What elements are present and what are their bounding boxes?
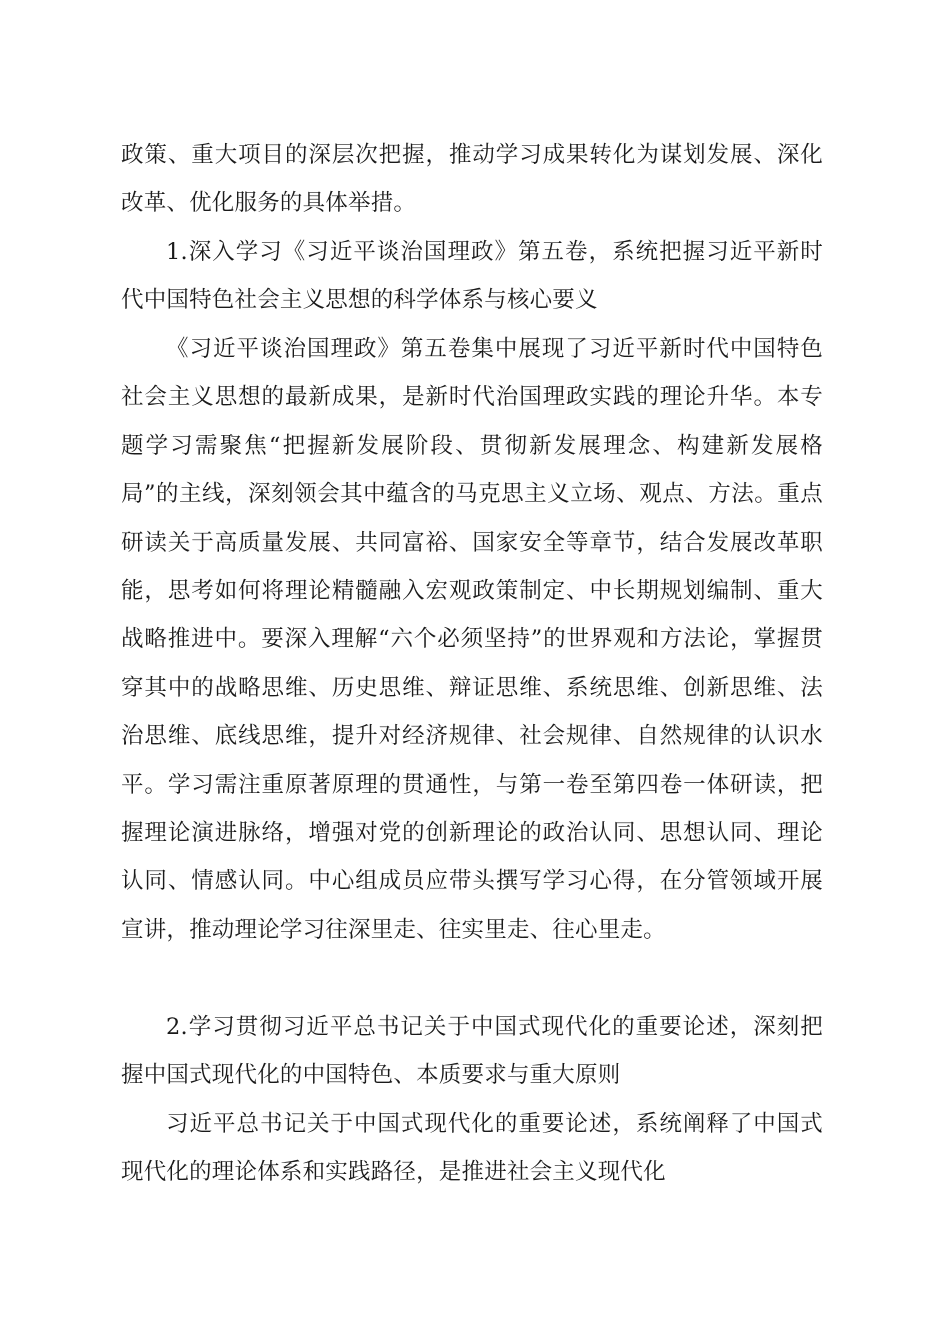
section-heading-1: 1.深入学习《习近平谈治国理政》第五卷，系统把握习近平新时代中国特色社会主义思想的科学体系与核心要义 xyxy=(121,239,823,314)
paragraph-continuation: 政策、重大项目的深层次把握，推动学习成果转化为谋划发展、深化改革、优化服务的具体举措。 xyxy=(121,142,823,217)
paragraph-body-1: 《习近平谈治国理政》第五卷集中展现了习近平新时代中国特色社会主义思想的最新成果，是新时代治国理政实践的理论升华。本专题学习需聚焦“把握新发展阶段、贯彻新发展理念、构建新发展格局”的主线，深刻领会其中蕴含的马克思主义立场、观点、方法。重点研读关于高质量发展、共同富裕、国家安全等章节，结合发展改革职能，思考如何将理论精髓融入宏观政策制定、中长期规划编制、重大战略推进中。要深入理解“六个必须坚持”的世界观和方法论，掌握贯穿其中的战略思维、历史思维、辩证思维、系统思维、创新思维、法治思维、底线思维，提升对经济规律、社会规律、自然规律的认识水平。学习需注重原著原理的贯通性，与第一卷至第四卷一体研读，把握理论演进脉络，增强对党的创新理论的政治认同、思想认同、理论认同、情感认同。中心组成员应带头撰写学习心得，在分管领域开展宣讲，推动理论学习往深里走、往实里走、往心里走。 xyxy=(121,336,823,943)
paragraph-body-2: 习近平总书记关于中国式现代化的重要论述，系统阐释了中国式现代化的理论体系和实践路径，是推进社会主义现代化 xyxy=(121,1111,823,1186)
section-heading-2: 2.学习贯彻习近平总书记关于中国式现代化的重要论述，深刻把握中国式现代化的中国特色、本质要求与重大原则 xyxy=(121,1014,823,1089)
